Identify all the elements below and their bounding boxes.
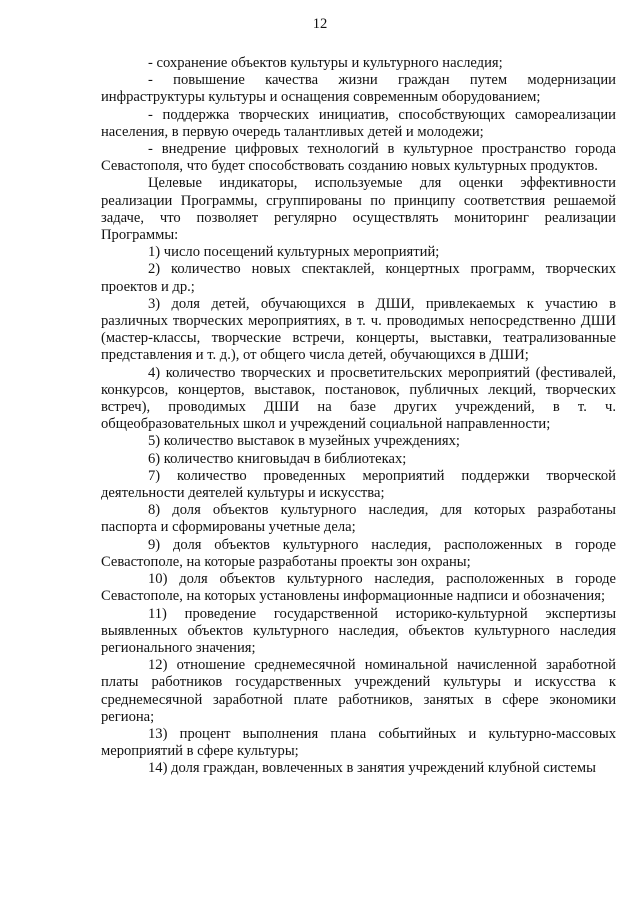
paragraph-task-quality-of-life: - повышение качества жизни граждан путем модернизации инфраструктуры культуры и оснащения современным оборудованием; xyxy=(101,72,616,106)
page-number: 12 xyxy=(312,16,328,32)
body-text xyxy=(101,55,616,778)
indicator-4: 4) количество творческих и просветительских мероприятий (фестивалей, конкурсов, концертов, выставок, постановок, публичных лекций, творческих встреч), проводимых ДШИ на базе других учреждений, в т. ч. общеобразовательных школ и учреждений социальной направленности; xyxy=(101,364,616,433)
indicator-8: 8) доля объектов культурного наследия, для которых разработаны паспорта и сформированы учетные дела; xyxy=(101,502,616,536)
paragraph-task-creative-initiatives: - поддержка творческих инициатив, способствующих самореализации населения, в первую очередь талантливых детей и молодежи; xyxy=(101,106,616,140)
indicator-5: 5) количество выставок в музейных учреждениях; xyxy=(148,433,460,450)
indicator-13: 13) процент выполнения плана событийных и культурно-массовых мероприятий в сфере культуры; xyxy=(101,725,616,760)
indicator-6: 6) количество книговыдач в библиотеках; xyxy=(148,450,407,467)
indicator-9: 9) доля объектов культурного наследия, расположенных в городе Севастополе, на которые разработаны проекты зон охраны; xyxy=(101,536,616,570)
indicator-11: 11) проведение государственной историко-культурной экспертизы выявленных объектов культурного наследия, объектов культурного наследия регионального значения; xyxy=(101,605,616,656)
indicator-1: 1) число посещений культурных мероприятий; xyxy=(148,244,440,261)
paragraph-indicators-intro: Целевые индикаторы, используемые для оценки эффективности реализации Программы, сгруппированы по принципу соответствия решаемой задаче, что позволяет регулярно осуществлять мониторинг реализации Программы: xyxy=(101,175,616,244)
indicator-10: 10) доля объектов культурного наследия, расположенных в городе Севастополе, на которых установлены информационные надписи и обозначения; xyxy=(101,571,616,605)
paragraph-task-digital: - внедрение цифровых технологий в культурное пространство города Севастополя, что будет способствовать созданию новых культурных продуктов. xyxy=(101,141,616,175)
indicator-14: 14) доля граждан, вовлеченных в занятия учреждений клубной системы xyxy=(148,760,596,777)
indicator-2: 2) количество новых спектаклей, концертных программ, творческих проектов и др.; xyxy=(101,261,616,295)
indicator-3: 3) доля детей, обучающихся в ДШИ, привлекаемых к участию в различных творческих мероприятиях, в т. ч. проводимых непосредственно ДШИ (мастер-классы, творческие встречи, концерты, выставки, театрализованные представления и т. д.), от общего числа детей, обучающихся в ДШИ; xyxy=(101,295,616,364)
indicator-12: 12) отношение среднемесячной номинальной начисленной заработной платы работников государственных учреждений культуры и искусства к среднемесячной заработной плате работников, занятых в сфере экономики региона; xyxy=(101,657,616,725)
paragraph-task-heritage: - сохранение объектов культуры и культурного наследия; xyxy=(148,55,503,71)
indicator-7: 7) количество проведенных мероприятий поддержки творческой деятельности деятелей культуры и искусства; xyxy=(101,467,616,502)
